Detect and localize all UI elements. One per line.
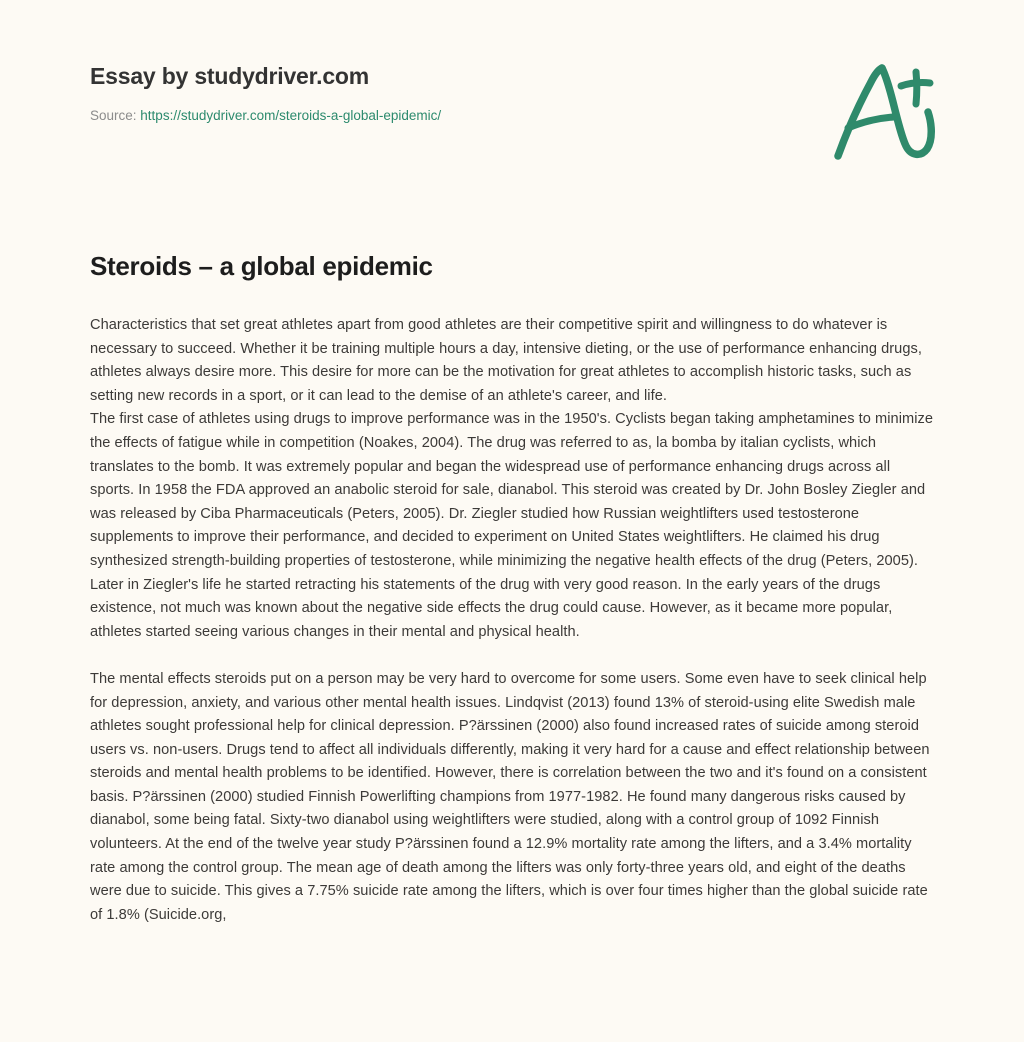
- header-text-block: [90, 62, 441, 124]
- paragraph: The mental effects steroids put on a person may be very hard to overcome for some users. Some even have to seek clinical help for depression, anxiety, and various other mental health issues. Lindqvist (2013) found 13% of steroid-using elite Swedish male athletes sought professional help for clinical depression. P?ärssinen (2000) also found increased rates of suicide among steroid users vs. non-users. Drugs tend to affect all individuals differently, making it very hard for a cause and effect relationship between steroids and mental health problems to be identified. However, there is correlation between the two and it's found on a consistent basis. P?ärssinen (2000) studied Finnish Powerlifting champions from 1977-1982. He found many dangerous risks caused by dianabol, some being fatal. Sixty-two dianabol using weightlifters were studied, along with a control group of 1092 Finnish volunteers. At the end of the twelve year study P?ärssinen found a 12.9% mortality rate among the lifters, and a 3.4% mortality rate among the control group. The mean age of death among the lifters was only forty-three years old, and eight of the deaths were due to suicide. This gives a 7.75% suicide rate among the lifters, which is over four times higher than the global suicide rate of 1.8% (Suicide.org,: [90, 670, 930, 923]
- page-title: Steroids – a global epidemic: [90, 251, 433, 281]
- paragraph: Characteristics that set great athletes apart from good athletes are their competitive spirit and willingness to do whatever is necessary to succeed. Whether it be training multiple hours a day, intensive dieting, or the use of performance enhancing drugs, athletes always desire more. This desire for more can be the motivation for great athletes to accomplish historic tasks, such as setting new records in a sport, or it can lead to the demise of an athlete's career, and life.: [90, 317, 922, 404]
- document-header: [0, 0, 1024, 166]
- source-url-link[interactable]: https://studydriver.com/steroids-a-global-epidemic/: [140, 107, 442, 123]
- paragraph: The first case of athletes using drugs to improve performance was in the 1950's. Cyclists began taking amphetamines to minimize the effects of fatigue while in competition (Noakes, 2004). The drug was referred to as, la bomba by italian cyclists, which translates to the bomb. It was extremely popular and began the widespread use of performance enhancing drugs across all sports. In 1958 the FDA approved an anabolic steroid for sale, dianabol. This steroid was created by Dr. John Bosley Ziegler and was released by Ciba Pharmaceuticals (Peters, 2005). Dr. Ziegler studied how Russian weightlifters used testosterone supplements to improve their performance, and decided to experiment on United States weightlifters. He claimed his drug synthesized strength-building properties of testosterone, while minimizing the negative health effects of the drug (Peters, 2005). Later in Ziegler's life he started retracting his statements of the drug with very good reason. In the early years of the drugs existence, not much was known about the negative side effects the drug could cause. However, as it became more popular, athletes started seeing various changes in their mental and physical health.: [90, 411, 934, 640]
- studydriver-a-plus-logo: [826, 56, 946, 166]
- source-line: [90, 107, 441, 125]
- source-label: Source:: [90, 107, 137, 123]
- essay-byline: Essay by studydriver.com: [90, 63, 370, 89]
- document-body: [90, 314, 938, 927]
